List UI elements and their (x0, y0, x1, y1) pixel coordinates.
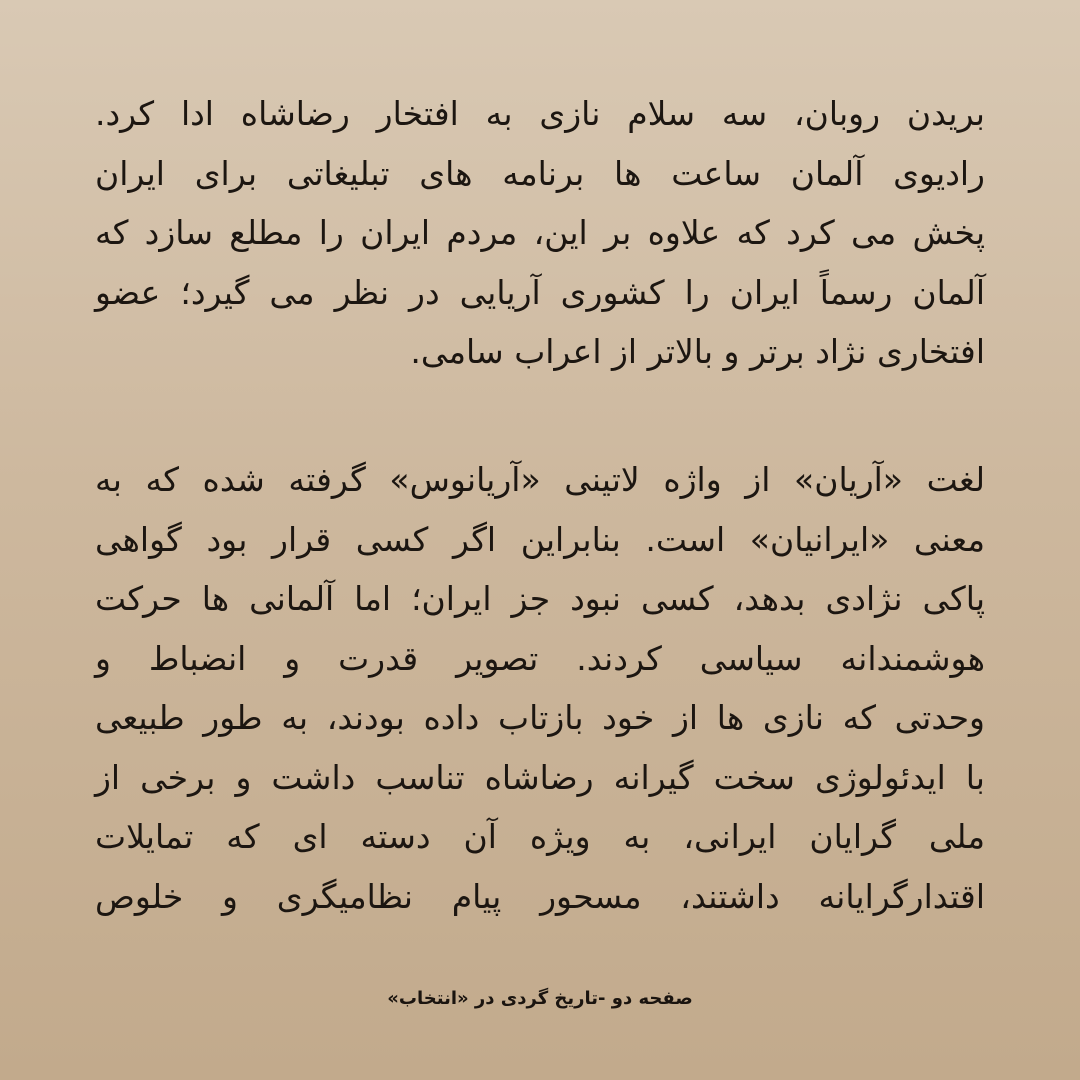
paragraph-1 (95, 84, 985, 382)
text-line: لغت «آریان» از واژه لاتینی «آریانوس» گرفته شده که به (95, 460, 985, 499)
text-line: پاکی نژادی بدهد، کسی نبود جز ایران؛ اما آلمانی ها حرکت (95, 579, 985, 618)
text-line: با ایدئولوژی سخت گیرانه رضاشاه تناسب داشت و برخی از (95, 757, 985, 797)
text-line: هوشمندانه سیاسی کردند. تصویر قدرت و انضباط و (95, 638, 985, 678)
text-line: افتخاری نژاد برتر و بالاتر از اعراب سامی. (410, 332, 985, 371)
text-line: پخش می کرد که علاوه بر این، مردم ایران را مطلع سازد که (95, 213, 985, 252)
text-line: بریدن روبان، سه سلام نازی به افتخار رضاشاه ادا کرد. (95, 94, 985, 133)
text-line: اقتدارگرایانه داشتند، مسحور پیام نظامیگری و خلوص (95, 876, 985, 916)
text-line: وحدتی که نازی ها از خود بازتاب داده بودند، به طور طبیعی (95, 698, 985, 737)
text-line: معنی «ایرانیان» است. بنابراین اگر کسی قرار بود گواهی (95, 519, 985, 559)
text-line: رادیوی آلمان ساعت ها برنامه های تبلیغاتی برای ایران (95, 153, 985, 193)
text-line: آلمان رسماً ایران را کشوری آریایی در نظر می گیرد؛ عضو (95, 272, 985, 312)
paragraph-2 (95, 450, 985, 926)
text-line: ملی گرایان ایرانی، به ویژه آن دسته ای که تمایلات (95, 817, 985, 856)
footer-caption: صفحه دو -تاریخ گردی در «انتخاب» (387, 988, 693, 1009)
